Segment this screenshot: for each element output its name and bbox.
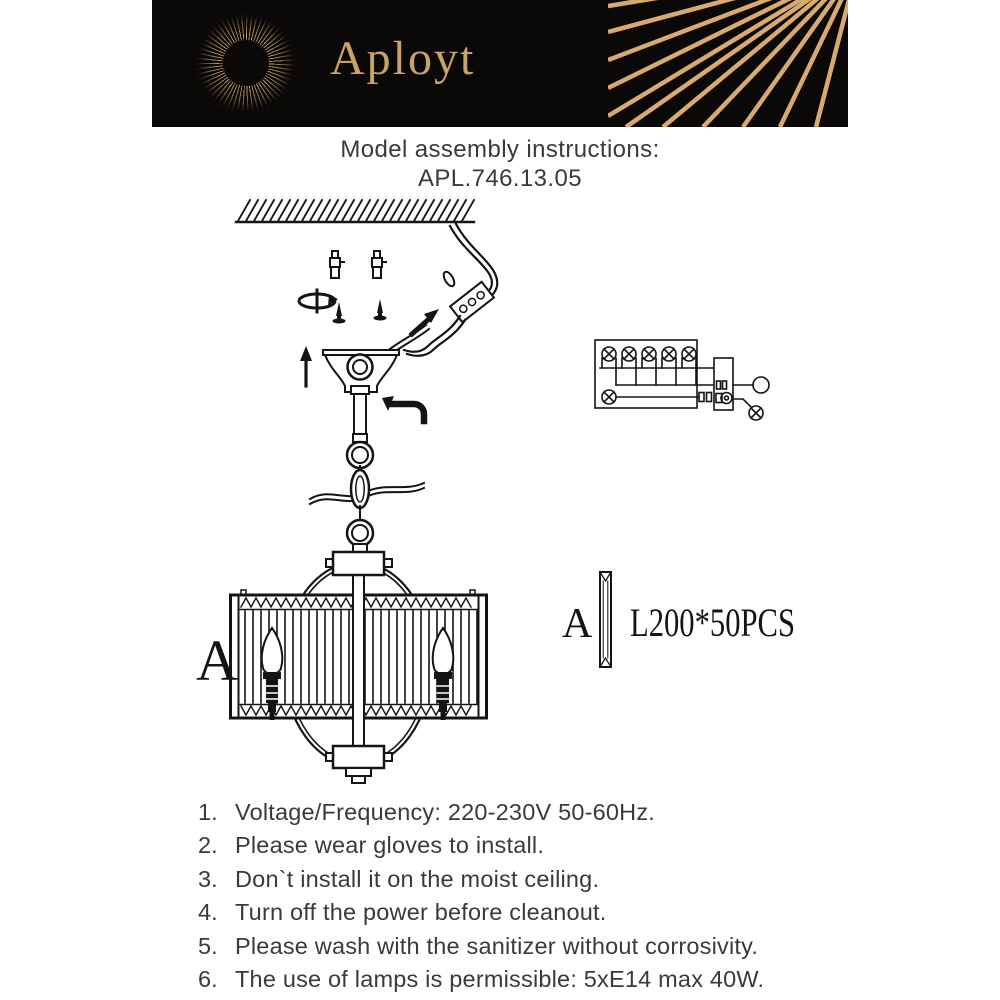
instruction-number: 5. — [198, 932, 218, 959]
instruction-text: Please wear gloves to install. — [235, 832, 545, 859]
ceiling-hatch — [236, 200, 474, 222]
model-number: APL.746.13.05 — [417, 165, 582, 192]
hook-tool-icon — [382, 396, 424, 421]
brand-name: Aployt — [330, 32, 476, 85]
instruction-number: 2. — [198, 832, 218, 859]
up-arrow-icon — [300, 346, 312, 386]
instruction-item — [198, 930, 858, 963]
chandelier-drawing — [231, 552, 487, 783]
legend-label: A — [562, 601, 593, 647]
instruction-item — [198, 863, 858, 896]
wiring-diagram — [595, 340, 769, 420]
instruction-number: 6. — [198, 966, 218, 993]
instruction-number: 1. — [198, 799, 218, 825]
ceiling-cup-drawing — [323, 350, 399, 394]
page-title: Model assembly instructions: — [340, 136, 660, 163]
instruction-item — [198, 963, 858, 996]
legend-spec: L200*50PCS — [630, 600, 795, 645]
instruction-text: Please wash with the sanitizer without corrosivity. — [235, 932, 759, 959]
crystal-rod-drawing — [600, 572, 611, 667]
instruction-item — [198, 796, 858, 829]
instruction-number: 4. — [198, 899, 218, 926]
instruction-text: Don`t install it on the moist ceiling. — [235, 865, 600, 892]
chain-drawing — [310, 394, 424, 553]
instruction-item — [198, 896, 858, 929]
wall-anchor-icon — [330, 251, 386, 278]
screw-icon — [333, 299, 387, 324]
instruction-text: The use of lamps is permissible: 5xE14 max 40W. — [235, 966, 765, 993]
instruction-number: 3. — [198, 865, 218, 892]
rotate-icon — [299, 290, 338, 312]
part-label: A — [196, 628, 238, 693]
instruction-item — [198, 829, 858, 862]
instruction-text: Turn off the power before cleanout. — [235, 899, 607, 926]
instruction-text: Voltage/Frequency: 220-230V 50-60Hz. — [235, 799, 656, 825]
instruction-list — [198, 796, 858, 996]
